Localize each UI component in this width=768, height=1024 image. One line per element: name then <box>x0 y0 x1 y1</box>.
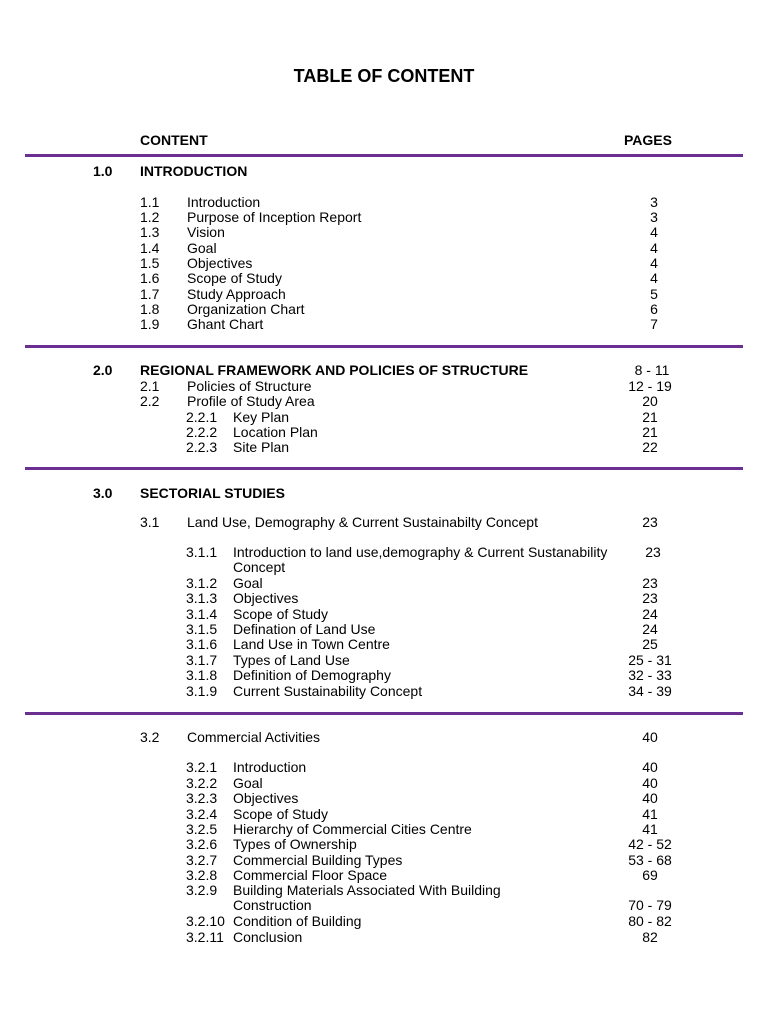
toc-item-number: 1.9 <box>140 316 160 332</box>
toc-subitem-page: 42 - 52 <box>628 836 672 852</box>
toc-subitem-number: 3.2.7 <box>186 852 218 868</box>
toc-item-text: Goal <box>187 240 217 256</box>
toc-subitem-page: 40 <box>642 775 658 791</box>
toc-item-text: Vision <box>187 224 225 240</box>
toc-item-text: Profile of Study Area <box>187 393 315 409</box>
toc-subitem-number: 3.1.7 <box>186 652 218 668</box>
toc-item-page: 12 - 19 <box>628 378 672 394</box>
toc-item-text: Purpose of Inception Report <box>187 209 362 225</box>
toc-subitem-number: 2.2.3 <box>186 439 218 455</box>
toc-subitem-text: Land Use in Town Centre <box>233 636 390 652</box>
toc-subitem-number: 3.1.5 <box>186 621 218 637</box>
divider <box>25 345 743 348</box>
toc-item-page: 3 <box>650 209 658 225</box>
toc-item-page: 20 <box>642 393 658 409</box>
toc-subitem-number: 2.2.1 <box>186 409 218 425</box>
toc-item-number: 2.1 <box>140 378 160 394</box>
toc-subitem-number: 3.1.3 <box>186 590 218 606</box>
toc-subitem-page: 25 - 31 <box>628 652 672 668</box>
toc-subitem-text: Building Materials Associated With Building <box>233 882 501 898</box>
toc-subitem-page: 69 <box>642 867 658 883</box>
toc-subitem-page: 24 <box>642 606 658 622</box>
toc-subitem-text: Types of Ownership <box>233 836 357 852</box>
toc-subitem-page: 23 <box>642 590 658 606</box>
toc-subitem-text-continued: Concept <box>233 559 286 575</box>
toc-item-page: 6 <box>650 301 658 317</box>
content-header: CONTENT <box>140 132 208 148</box>
toc-subitem-page: 23 <box>645 544 661 560</box>
section-number: 1.0 <box>93 163 113 179</box>
pages-header: PAGES <box>624 132 672 148</box>
toc-subitem-page: 70 - 79 <box>628 897 672 913</box>
toc-item-page: 4 <box>650 270 658 286</box>
divider <box>25 467 743 470</box>
toc-subitem-page: 53 - 68 <box>628 852 672 868</box>
toc-item-page: 4 <box>650 255 658 271</box>
toc-subitem-text: Introduction to land use,demography & Current Sustanability <box>233 544 608 560</box>
toc-item-number: 1.4 <box>140 240 160 256</box>
toc-subitem-page: 32 - 33 <box>628 667 672 683</box>
toc-item-text: Policies of Structure <box>187 378 312 394</box>
toc-subitem-number: 3.1.6 <box>186 636 218 652</box>
section-title: REGIONAL FRAMEWORK AND POLICIES OF STRUCTURE <box>140 362 529 378</box>
toc-item-number: 3.1 <box>140 514 160 530</box>
toc-item-number: 1.2 <box>140 209 160 225</box>
toc-item-text: Study Approach <box>187 286 286 302</box>
section-title: SECTORIAL STUDIES <box>140 485 285 501</box>
toc-subitem-page: 40 <box>642 790 658 806</box>
toc-subitem-number: 3.2.1 <box>186 759 218 775</box>
toc-subitem-text: Objectives <box>233 790 299 806</box>
toc-item-number: 1.8 <box>140 301 160 317</box>
toc-subitem-text: Key Plan <box>233 409 290 425</box>
toc-subitem-number: 3.1.9 <box>186 683 218 699</box>
toc-item-page: 4 <box>650 240 658 256</box>
toc-subitem-text: Current Sustainability Concept <box>233 683 423 699</box>
toc-subitem-page: 23 <box>642 575 658 591</box>
divider <box>25 712 743 715</box>
toc-subitem-text: Conclusion <box>233 929 303 945</box>
toc-item-text: Ghant Chart <box>187 316 264 332</box>
toc-subitem-number: 2.2.2 <box>186 424 218 440</box>
toc-subitem-page: 21 <box>642 409 658 425</box>
toc-subitem-page: 41 <box>642 821 658 837</box>
toc-subitem-page: 21 <box>642 424 658 440</box>
toc-item-page: 7 <box>650 316 658 332</box>
toc-item-page: 40 <box>642 729 658 745</box>
toc-subitem-text: Location Plan <box>233 424 318 440</box>
toc-subitem-page: 80 - 82 <box>628 913 672 929</box>
toc-item-number: 1.7 <box>140 286 160 302</box>
toc-item-number: 1.6 <box>140 270 160 286</box>
toc-subitem-number: 3.1.4 <box>186 606 218 622</box>
toc-subitem-text: Commercial Building Types <box>233 852 403 868</box>
toc-item-page: 3 <box>650 194 658 210</box>
section-title: INTRODUCTION <box>140 163 248 179</box>
toc-subitem-number: 3.1.2 <box>186 575 218 591</box>
toc-item-number: 3.2 <box>140 729 160 745</box>
toc-item-page: 5 <box>650 286 658 302</box>
toc-item-text: Land Use, Demography & Current Sustainabilty Concept <box>187 514 538 530</box>
toc-subitem-text: Hierarchy of Commercial Cities Centre <box>233 821 472 837</box>
toc-item-text: Objectives <box>187 255 253 271</box>
toc-item-number: 1.5 <box>140 255 160 271</box>
toc-subitem-number: 3.2.8 <box>186 867 218 883</box>
toc-subitem-text: Condition of Building <box>233 913 362 929</box>
toc-subitem-page: 22 <box>642 439 658 455</box>
toc-subitem-text-continued: Construction <box>233 897 312 913</box>
toc-subitem-number: 3.1.8 <box>186 667 218 683</box>
toc-subitem-text: Scope of Study <box>233 606 328 622</box>
toc-subitem-text: Scope of Study <box>233 806 328 822</box>
toc-subitem-number: 3.2.6 <box>186 836 218 852</box>
toc-subitem-number: 3.2.11 <box>186 929 224 945</box>
toc-subitem-text: Definition of Demography <box>233 667 391 683</box>
toc-subitem-page: 24 <box>642 621 658 637</box>
toc-subitem-text: Introduction <box>233 759 307 775</box>
section-number: 3.0 <box>93 485 113 501</box>
toc-item-page: 23 <box>642 514 658 530</box>
toc-subitem-number: 3.2.10 <box>186 913 225 929</box>
toc-item-text: Scope of Study <box>187 270 282 286</box>
toc-item-text: Commercial Activities <box>187 729 321 745</box>
toc-subitem-number: 3.1.1 <box>186 544 218 560</box>
toc-subitem-page: 40 <box>642 759 658 775</box>
toc-subitem-text: Goal <box>233 775 263 791</box>
toc-subitem-page: 25 <box>642 636 658 652</box>
toc-item-number: 1.1 <box>140 194 160 210</box>
toc-subitem-page: 34 - 39 <box>628 683 672 699</box>
page-title: TABLE OF CONTENT <box>293 66 475 86</box>
toc-subitem-text: Site Plan <box>233 439 290 455</box>
toc-subitem-page: 82 <box>642 929 658 945</box>
toc-subitem-number: 3.2.4 <box>186 806 218 822</box>
toc-item-text: Organization Chart <box>187 301 305 317</box>
toc-subitem-text: Objectives <box>233 590 299 606</box>
section-number: 2.0 <box>93 362 113 378</box>
toc-subitem-text: Goal <box>233 575 263 591</box>
toc-subitem-text: Types of Land Use <box>233 652 350 668</box>
toc-subitem-number: 3.2.9 <box>186 882 218 898</box>
toc-subitem-number: 3.2.3 <box>186 790 218 806</box>
section-page: 8 - 11 <box>634 362 670 378</box>
toc-item-page: 4 <box>650 224 658 240</box>
toc-subitem-text: Commercial Floor Space <box>233 867 388 883</box>
toc-subitem-text: Defination of Land Use <box>233 621 376 637</box>
divider <box>25 154 743 157</box>
toc-item-number: 2.2 <box>140 393 160 409</box>
toc-item-number: 1.3 <box>140 224 160 240</box>
toc-subitem-number: 3.2.2 <box>186 775 218 791</box>
toc-subitem-page: 41 <box>642 806 658 822</box>
toc-subitem-number: 3.2.5 <box>186 821 218 837</box>
toc-item-text: Introduction <box>187 194 261 210</box>
